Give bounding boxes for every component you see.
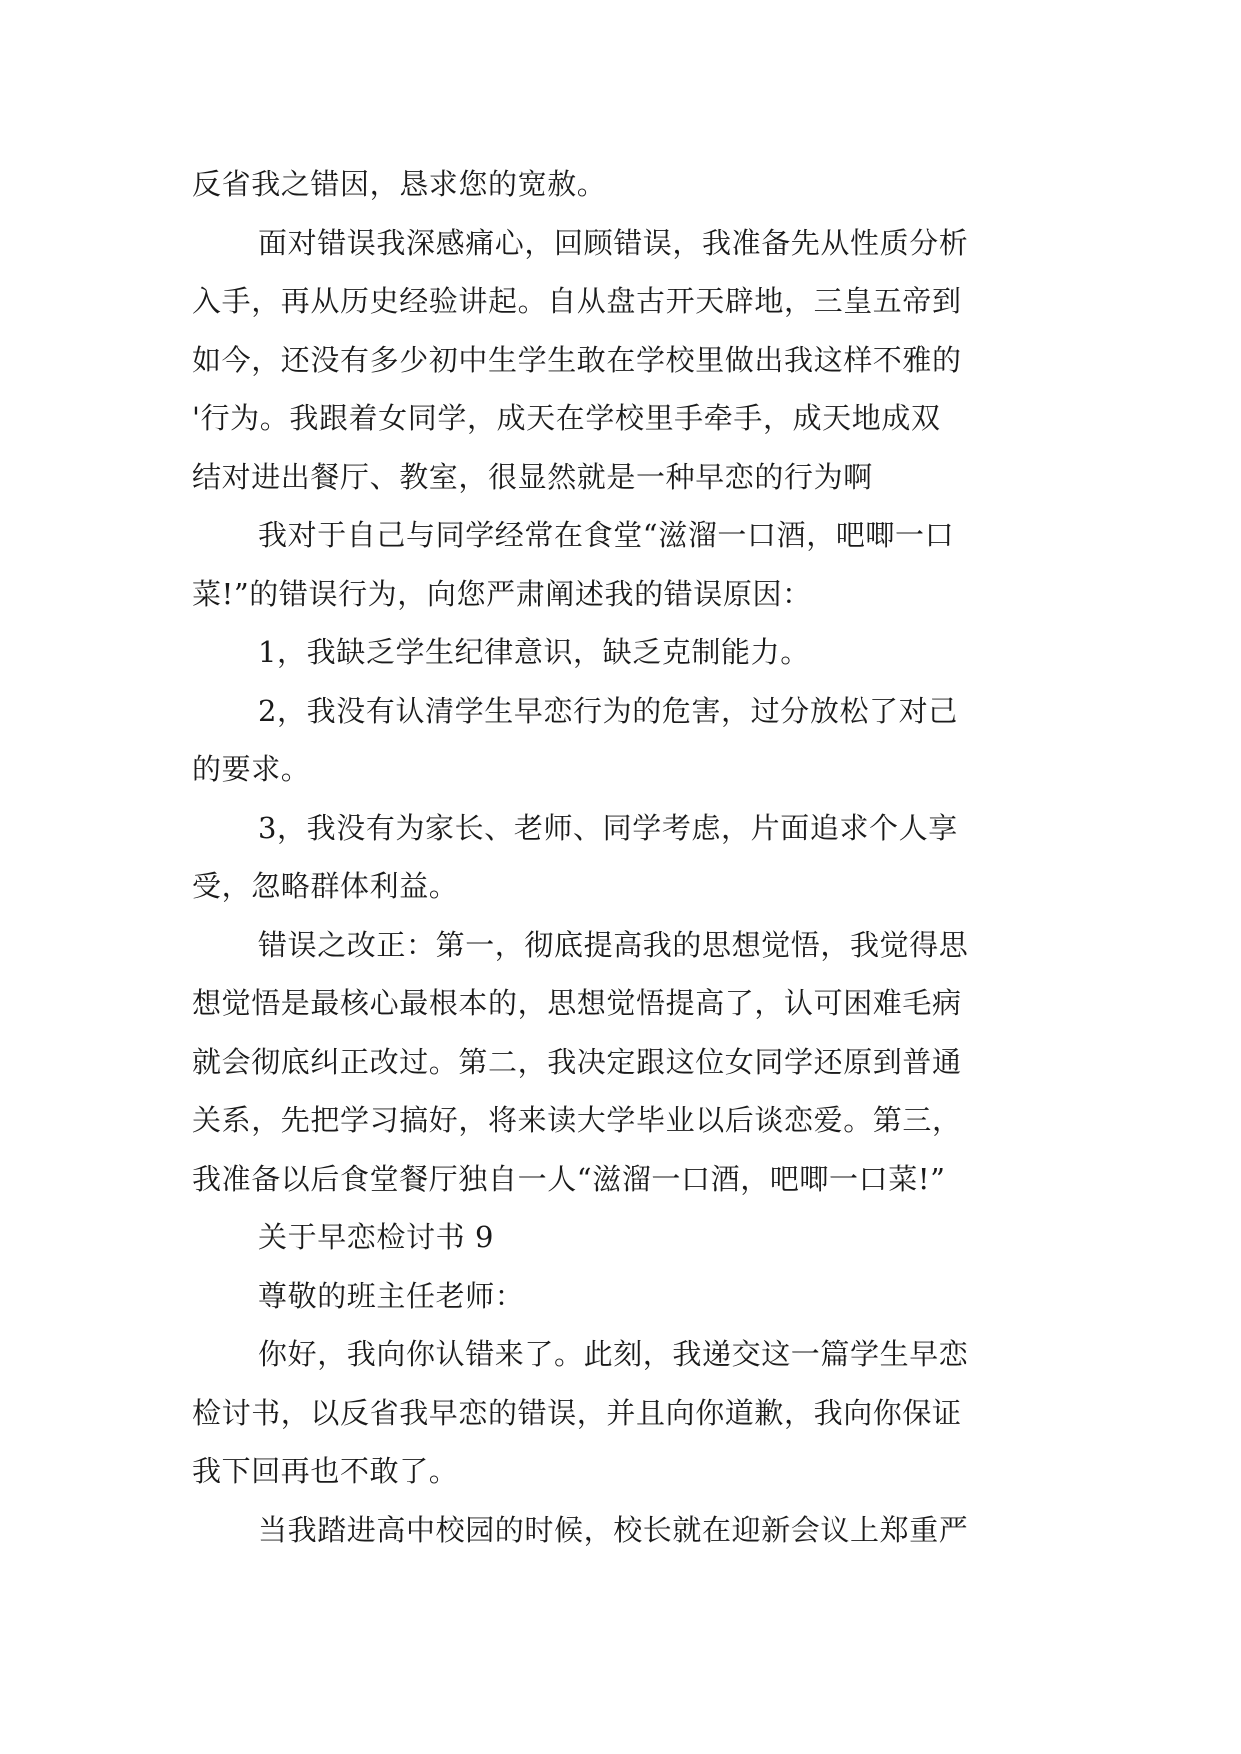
- text-line: 当我踏进高中校园的时候，校长就在迎新会议上郑重严: [258, 1512, 969, 1547]
- document-body: [192, 155, 1072, 1559]
- text-line: 1，我缺乏学生纪律意识，缺乏克制能力。: [258, 635, 810, 669]
- text-line: 关系，先把学习搞好，将来读大学毕业以后谈恋爱。第三，: [192, 1103, 962, 1137]
- text-line: 结对进出餐厅、教室，很显然就是一种早恋的行为啊: [192, 459, 873, 494]
- text-line: 的要求。: [192, 752, 311, 786]
- text-line: 我对于自己与同学经常在食堂“滋溜一口酒，吧唧一口: [258, 518, 955, 552]
- text-line: '行为。我跟着女同学，成天在学校里手牵手，成天地成双: [192, 401, 941, 435]
- text-line: 你好，我向你认错来了。此刻，我递交这一篇学生早恋: [258, 1337, 969, 1371]
- text-line: 就会彻底纠正改过。第二，我决定跟这位女同学还原到普通: [192, 1044, 962, 1079]
- text-line: 想觉悟是最核心最根本的，思想觉悟提高了，认可困难毛病: [192, 986, 962, 1020]
- text-line: 我准备以后食堂餐厅独自一人“滋溜一口酒，吧唧一口菜!”: [192, 1161, 946, 1196]
- text-line: 检讨书，以反省我早恋的错误，并且向你道歉，我向你保证: [192, 1395, 962, 1430]
- text-line: 反省我之错因，恳求您的宽赦。: [192, 167, 607, 201]
- text-line: 错误之改正：第一，彻底提高我的思想觉悟，我觉得思: [258, 927, 969, 962]
- section-heading: 关于早恋检讨书 9: [258, 1220, 495, 1254]
- text-line: 如今，还没有多少初中生学生敢在学校里做出我这样不雅的: [192, 342, 962, 377]
- text-line: 入手，再从历史经验讲起。自从盘古开天辟地，三皇五帝到: [192, 284, 962, 318]
- salutation: 尊敬的班主任老师：: [258, 1278, 525, 1313]
- text-line: 受，忽略群体利益。: [192, 869, 459, 903]
- text-line: 面对错误我深感痛心，回顾错误，我准备先从性质分析: [258, 225, 969, 260]
- text-line: 2，我没有认清学生早恋行为的危害，过分放松了对己: [258, 693, 958, 728]
- text-line: 我下回再也不敢了。: [192, 1454, 459, 1488]
- text-line: 3，我没有为家长、老师、同学考虑，片面追求个人享: [258, 810, 958, 845]
- text-line: 菜!”的错误行为，向您严肃阐述我的错误原因：: [192, 576, 812, 611]
